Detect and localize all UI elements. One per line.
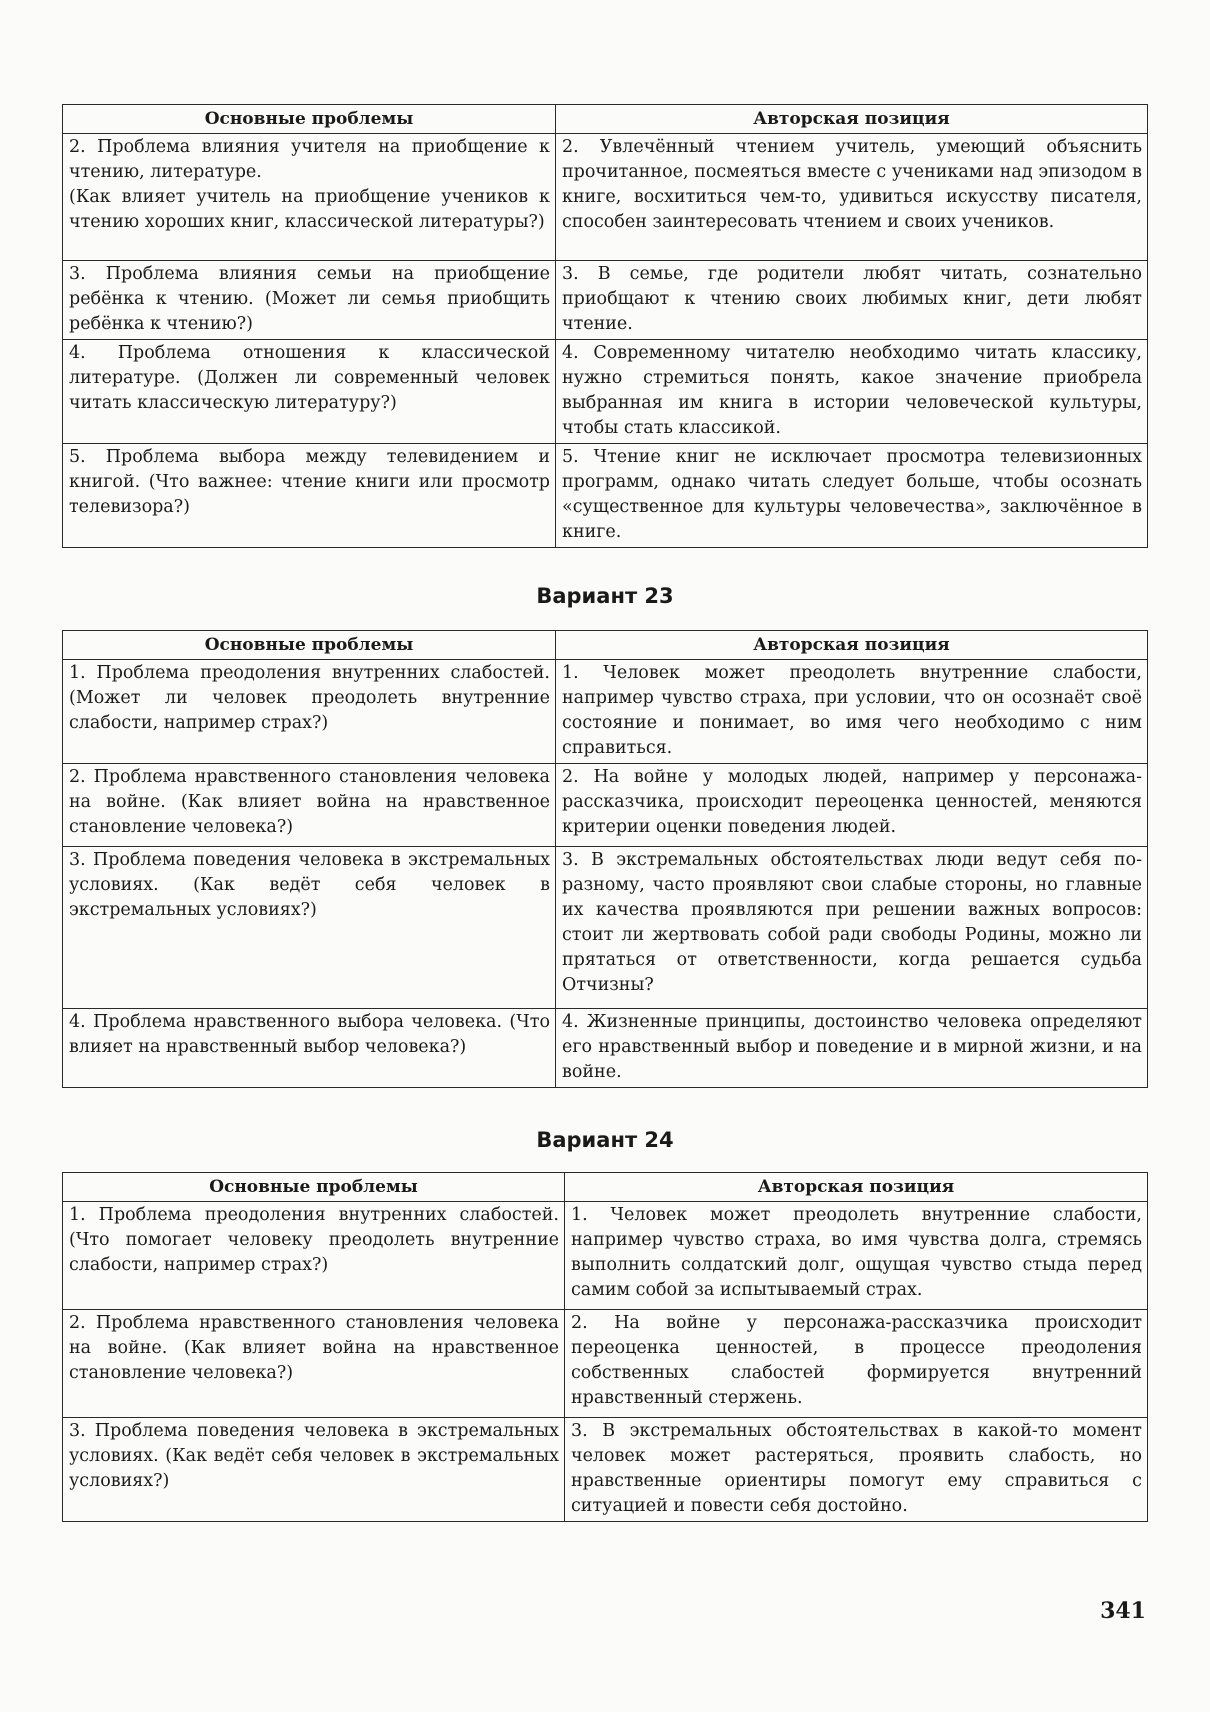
problem-cell: 1. Проблема преодоления внутренних слабостей. (Может ли человек преодолеть внутренние слабости, например страх?) xyxy=(63,660,556,764)
problem-cell: 3. Проблема поведения человека в экстремальных условиях. (Как ведёт себя человек в экстремальных условиях?) xyxy=(63,1418,565,1522)
position-cell: 2. На войне у персонажа-рассказчика происходит переоценка ценностей, в процессе преодоления собственных слабостей формируется внутренний нравственный стержень. xyxy=(565,1310,1148,1418)
position-cell: 1. Человек может преодолеть внутренние слабости, например чувство страха, во имя чувства долга, стремясь выполнить солдатский долг, ощущая чувство стыда перед самим собой за испытываемый страх. xyxy=(565,1202,1148,1310)
variant-23-title: Вариант 23 xyxy=(536,584,674,608)
table-row xyxy=(63,1009,1148,1088)
position-cell: 1. Человек может преодолеть внутренние слабости, например чувство страха, при условии, что он осознаёт своё состояние и понимает, во имя чего необходимо с ним справиться. xyxy=(556,660,1148,764)
position-cell: 2. На войне у молодых людей, например у персонажа-рассказчика, происходит переоценка ценностей, меняются критерии оценки поведения людей. xyxy=(556,764,1148,847)
table-row xyxy=(63,261,1148,340)
problem-cell: 4. Проблема отношения к классической литературе. (Должен ли современный человек читать классическую литературу?) xyxy=(63,340,556,444)
problem-cell: 4. Проблема нравственного выбора человека. (Что влияет на нравственный выбор человека?) xyxy=(63,1009,556,1088)
problems-table-continued xyxy=(62,104,1148,548)
position-cell: 4. Современному читателю необходимо читать классику, нужно стремиться понять, какое значение приобрела выбранная им книга в истории человеческой культуры, чтобы стать классикой. xyxy=(556,340,1148,444)
position-cell: 5. Чтение книг не исключает просмотра телевизионных программ, однако читать следует больше, чтобы осознать «существенное для культуры человечества», заключённое в книге. xyxy=(556,444,1148,548)
table-header-row xyxy=(63,631,1148,660)
table-row xyxy=(63,1202,1148,1310)
table-row xyxy=(63,134,1148,261)
position-cell: 4. Жизненные принципы, достоинство человека определяют его нравственный выбор и поведение и в мирной жизни, и на войне. xyxy=(556,1009,1148,1088)
variant-24-table xyxy=(62,1172,1148,1522)
problem-cell: 2. Проблема влияния учителя на приобщение к чтению, литературе. (Как влияет учитель на приобщение учеников к чтению хороших книг, классической литературы?) xyxy=(63,134,556,261)
header-author-position: Авторская позиция xyxy=(556,631,1148,660)
table-row xyxy=(63,1310,1148,1418)
header-author-position: Авторская позиция xyxy=(565,1173,1148,1202)
header-author-position: Авторская позиция xyxy=(556,105,1148,134)
problem-cell: 3. Проблема поведения человека в экстремальных условиях. (Как ведёт себя человек в экстремальных условиях?) xyxy=(63,847,556,1009)
position-cell: 3. В экстремальных обстоятельствах люди ведут себя по-разному, часто проявляют свои слабые стороны, но главные их качества проявляются при решении важных вопросов: стоит ли жертвовать собой ради свободы Родины, можно ли прятаться от ответственности, когда решается судьба Отчизны? xyxy=(556,847,1148,1009)
problem-cell: 5. Проблема выбора между телевидением и книгой. (Что важнее: чтение книги или просмотр телевизора?) xyxy=(63,444,556,548)
header-problems: Основные проблемы xyxy=(63,631,556,660)
table-header-row xyxy=(63,1173,1148,1202)
table-row xyxy=(63,340,1148,444)
table-row xyxy=(63,764,1148,847)
problem-cell: 2. Проблема нравственного становления человека на войне. (Как влияет война на нравственное становление человека?) xyxy=(63,764,556,847)
table-row xyxy=(63,1418,1148,1522)
position-cell: 3. В семье, где родители любят читать, сознательно приобщают к чтению своих любимых книг, дети любят чтение. xyxy=(556,261,1148,340)
header-problems: Основные проблемы xyxy=(63,1173,565,1202)
header-problems: Основные проблемы xyxy=(63,105,556,134)
problem-cell: 2. Проблема нравственного становления человека на войне. (Как влияет война на нравственное становление человека?) xyxy=(63,1310,565,1418)
problem-cell: 1. Проблема преодоления внутренних слабостей. (Что помогает человеку преодолеть внутренние слабости, например страх?) xyxy=(63,1202,565,1310)
variant-24-title: Вариант 24 xyxy=(536,1128,674,1152)
table-row xyxy=(63,847,1148,1009)
table-row xyxy=(63,444,1148,548)
table-row xyxy=(63,660,1148,764)
page-number: 341 xyxy=(1100,1598,1146,1624)
table-header-row xyxy=(63,105,1148,134)
variant-23-table xyxy=(62,630,1148,1088)
position-cell: 2. Увлечённый чтением учитель, умеющий объяснить прочитанное, посмеяться вместе с учениками над эпизодом в книге, восхититься чем-то, удивиться искусству писателя, способен заинтересовать чтением и своих учеников. xyxy=(556,134,1148,261)
position-cell: 3. В экстремальных обстоятельствах в какой-то момент человек может растеряться, проявить слабость, но нравственные ориентиры помогут ему справиться с ситуацией и повести себя достойно. xyxy=(565,1418,1148,1522)
problem-cell: 3. Проблема влияния семьи на приобщение ребёнка к чтению. (Может ли семья приобщить ребёнка к чтению?) xyxy=(63,261,556,340)
